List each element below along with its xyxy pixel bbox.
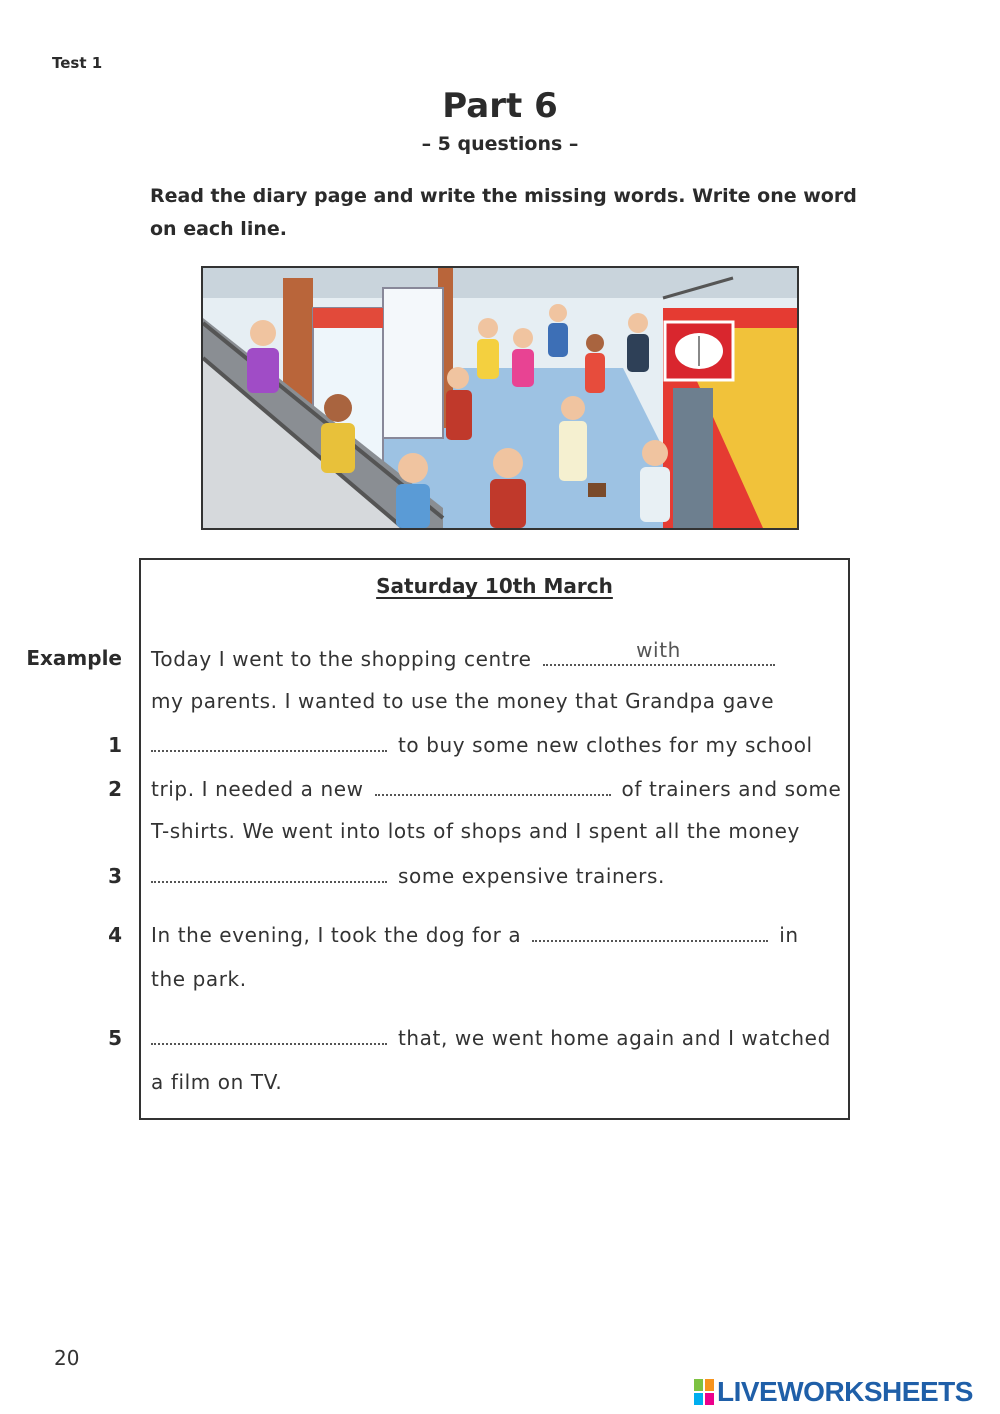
- diary-line-q2: [151, 776, 841, 801]
- diary-line-q5: [151, 1025, 831, 1050]
- answer-gap-1[interactable]: [151, 732, 387, 752]
- part-title: Part 6: [442, 86, 558, 126]
- page-number: 20: [54, 1346, 80, 1370]
- line-text: trip. I needed a new: [151, 777, 364, 801]
- example-label: Example: [26, 646, 122, 670]
- line-text: T-shirts. We went into lots of shops and I spent all the money: [151, 819, 800, 843]
- diary-line-example: [151, 638, 779, 671]
- line-text: to buy some new clothes for my school: [397, 733, 813, 757]
- answer-gap-2[interactable]: [375, 776, 611, 796]
- diary-line: [151, 1070, 282, 1094]
- answer-gap-4[interactable]: [532, 922, 768, 942]
- answer-gap-5[interactable]: [151, 1025, 387, 1045]
- instructions: Read the diary page and write the missing words. Write one word on each line.: [150, 185, 857, 240]
- line-text: in: [779, 923, 799, 947]
- line-text: a film on TV.: [151, 1070, 283, 1094]
- diary-date: Saturday 10th March: [376, 574, 613, 598]
- shopping-centre-picture: [203, 268, 797, 528]
- line-text: of trainers and some: [621, 777, 842, 801]
- line-text: that, we went home again and I watched: [397, 1026, 831, 1050]
- line-text: some expensive trainers.: [397, 864, 665, 888]
- diary-line: [151, 967, 247, 991]
- question-number-3: 3: [108, 864, 122, 888]
- question-number-1: 1: [108, 733, 122, 757]
- diary-line-q4: [151, 922, 799, 947]
- line-text: my parents. I wanted to use the money that Grandpa gave: [151, 689, 775, 713]
- line-text: In the evening, I took the dog for a: [151, 923, 522, 947]
- test-label: Test 1: [52, 54, 103, 72]
- diary-line: [151, 689, 774, 713]
- example-gap: [543, 638, 775, 666]
- liveworksheets-brand[interactable]: [694, 1376, 973, 1408]
- question-number-5: 5: [108, 1026, 122, 1050]
- brand-text: LIVEWORKSHEETS: [717, 1376, 973, 1407]
- diary-line-q3: [151, 863, 665, 888]
- line-text: Today I went to the shopping centre: [151, 647, 532, 671]
- diary-line: [151, 819, 800, 843]
- line-text: the park.: [151, 967, 247, 991]
- liveworksheets-logo-icon: [694, 1379, 714, 1405]
- question-number-2: 2: [108, 777, 122, 801]
- shopping-centre-illustration: [201, 266, 799, 530]
- example-answer: with: [636, 638, 681, 662]
- answer-gap-3[interactable]: [151, 863, 387, 883]
- part-subtitle: – 5 questions –: [421, 133, 579, 155]
- diary-line-q1: [151, 732, 813, 757]
- question-number-4: 4: [108, 923, 122, 947]
